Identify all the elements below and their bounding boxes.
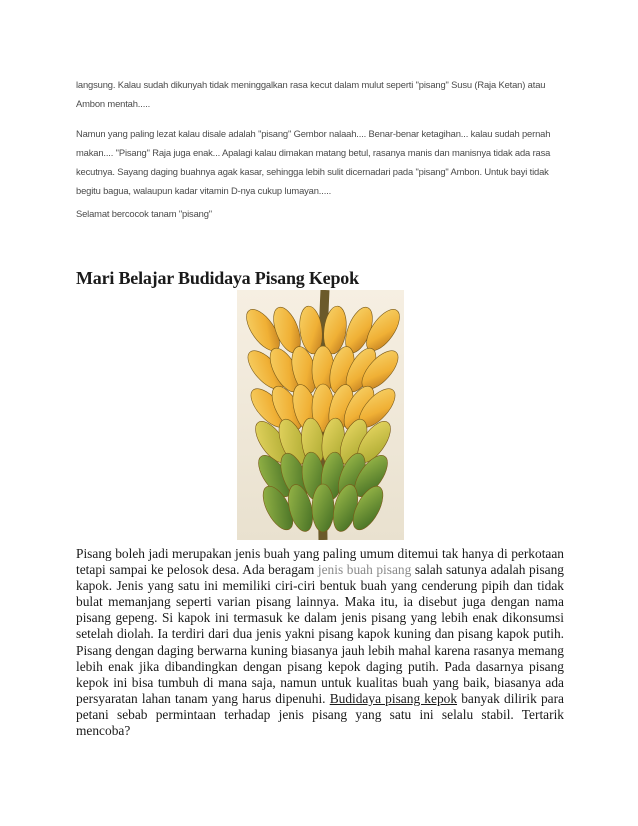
body-text-part2: salah satunya adalah pisang kapok. Jenis yang satu ini memiliki ciri-ciri bentuk buah yang cenderung pipih dan tidak bulat memanjang seperti varian pisang lainnya. Maka itu, ia disebut juga dengan nama pisang gepeng. Si kapok ini termasuk ke dalam jenis pisang yang lebih enak dikonsumsi setelah diolah. Ia terdiri dari dua jenis yakni pisang kapok kuning dan pisang kapok putih. Pisang dengan daging berwarna kuning biasanya jauh lebih mahal karena rasanya memang lebih enak jika dibandingkan dengan pisang kepok daging putih. Pada dasarnya pisang kepok ini bisa tumbuh di mana saja, namun untuk kualitas buah yang baik, biasanya ada persyaratan lahan tanam yang harus dipenuhi. xyxy=(76,562,564,706)
body-text-part1: Pisang boleh jadi merupakan jenis buah yang paling umum ditemui tak hanya di perkotaan tetapi sampai ke pelosok desa. Ada beragam xyxy=(76,546,564,578)
paragraph-gembor: Namun yang paling lezat kalau disale adalah "pisang" Gembor nalaah.... Benar-benar ketagihan... kalau sudah pernah makan.... "Pisang" Raja juga enak... Apalagi kalau dimakan matang betul, rasanya manis dan manisnya tidak ada rasa kecutnya. Sayang daging buahnya agak kasar, sehingga lebih sulit dicernadari pada "pisang" Ambon. Untuk bayi tidak begitu bagua, walaupun kadar vitamin D-nya cukup lumayan..... xyxy=(76,128,551,196)
banana-finger xyxy=(312,484,334,532)
article-title: Mari Belajar Budidaya Pisang Kepok xyxy=(76,268,359,288)
banana-photo xyxy=(237,290,404,540)
paragraph-closing: Selamat bercocok tanam "pisang" xyxy=(76,208,212,219)
paragraph-intro: langsung. Kalau sudah dikunyah tidak meninggalkan rasa kecut dalam mulut seperti "pisang" Susu (Raja Ketan) atau Ambon mentah..... xyxy=(76,79,546,109)
link-budidaya-pisang-kepok[interactable]: Budidaya pisang kepok xyxy=(329,690,458,706)
link-jenis-buah-pisang[interactable]: jenis buah pisang xyxy=(317,562,412,578)
article-body xyxy=(76,546,564,739)
body-text-part3: banyak dilirik para petani sebab permintaan terhadap jenis pisang yang satu ini selalu stabil. Tertarik mencoba? xyxy=(76,690,564,739)
